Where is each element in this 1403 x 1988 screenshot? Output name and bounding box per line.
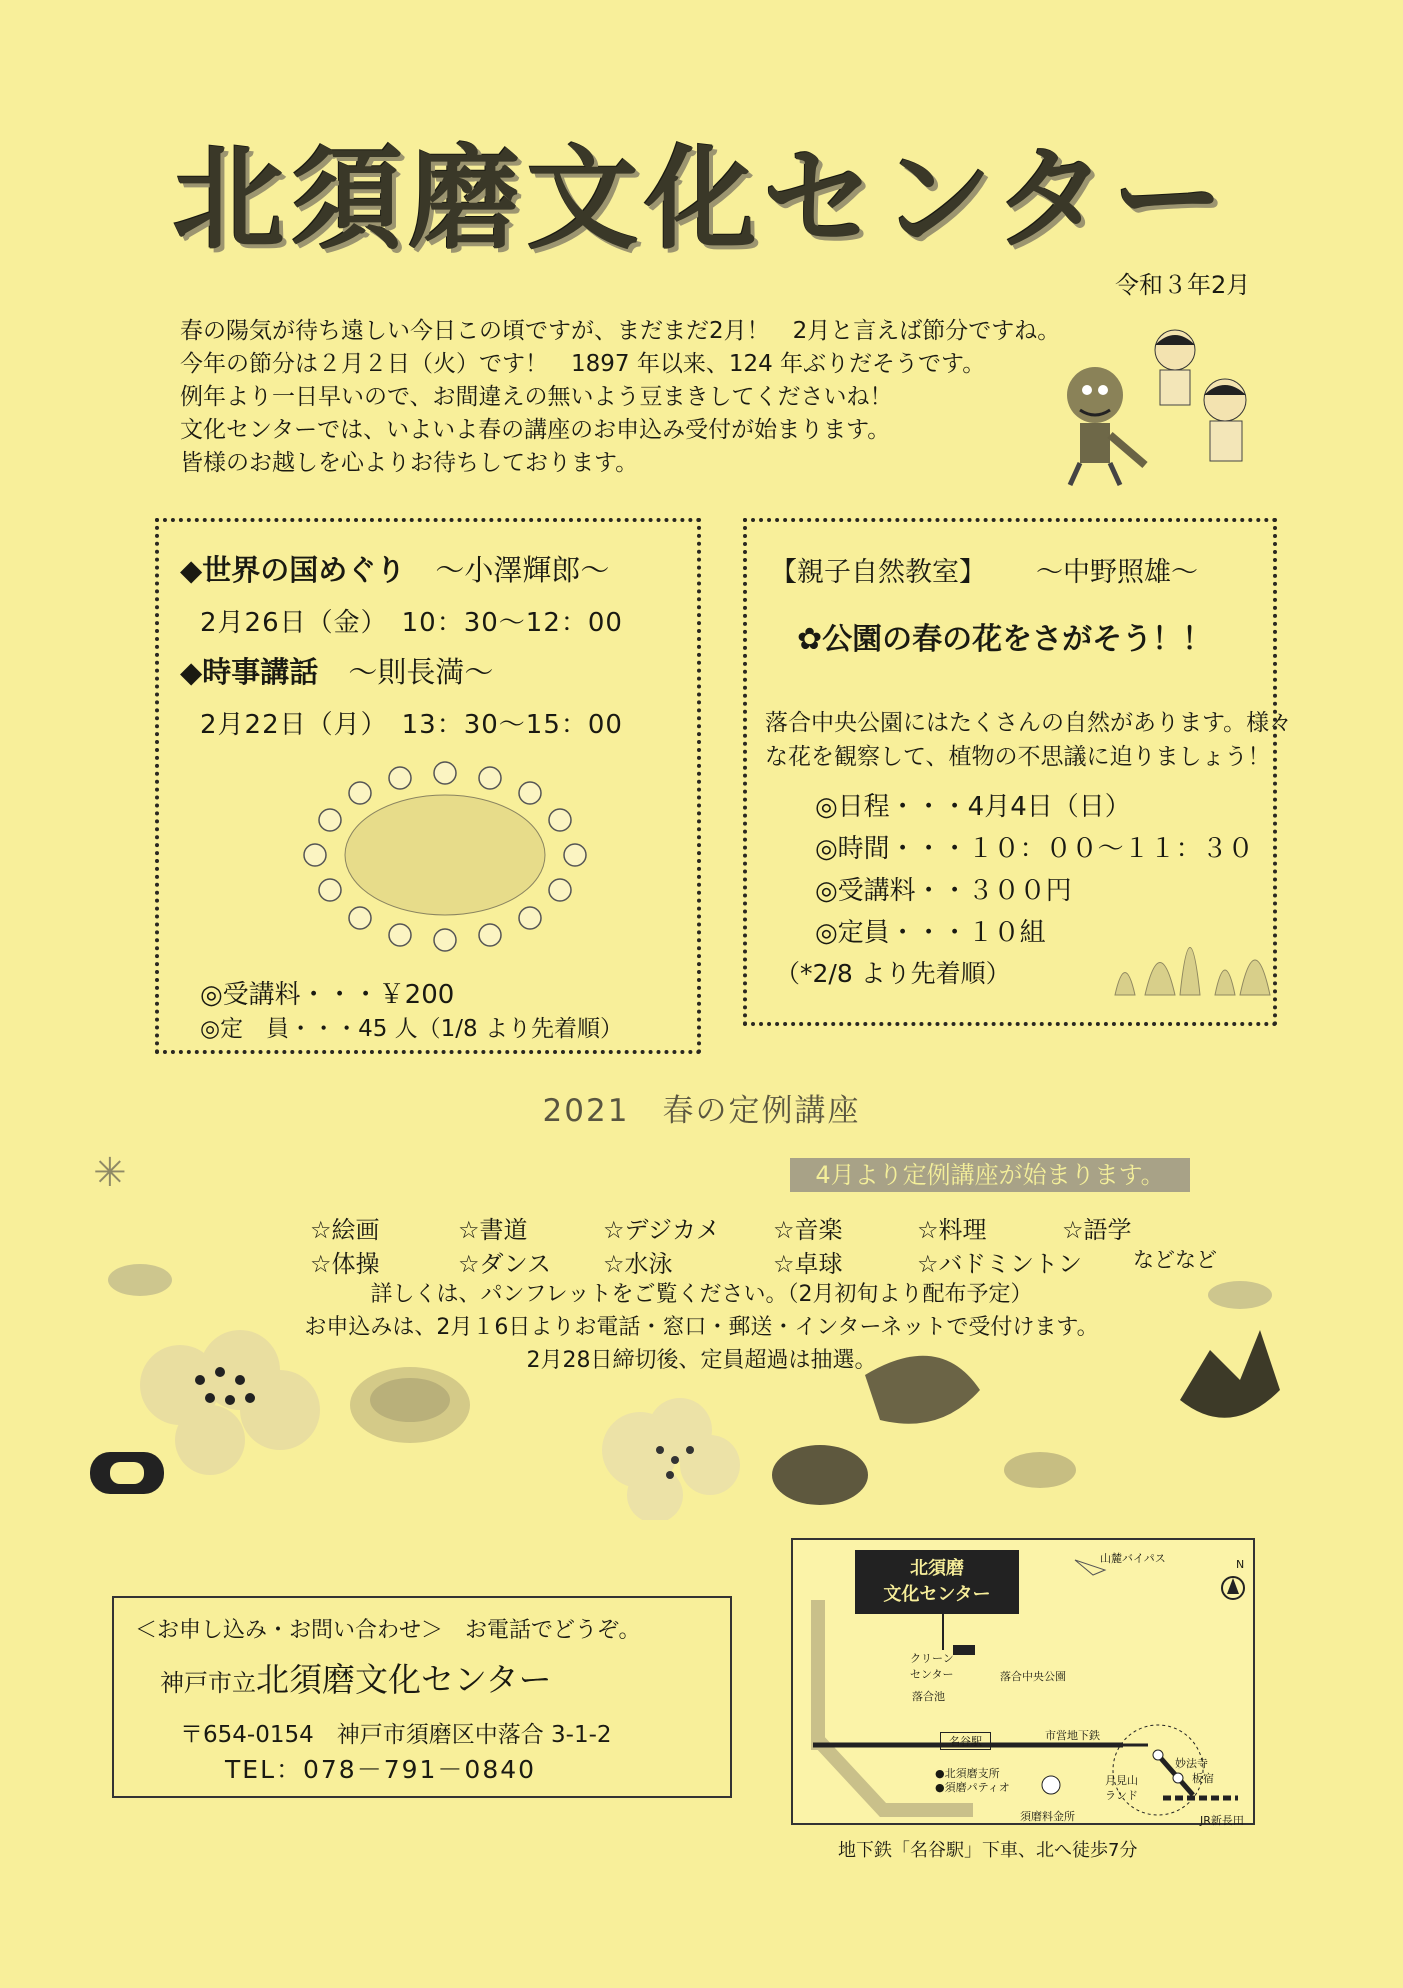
intro-line: 今年の節分は２月２日（火）です！ 1897 年以来、124 年ぶりだそうです。: [180, 351, 986, 377]
map-ochiai-park: 落合中央公園: [1000, 1670, 1066, 1683]
info-line: お申込みは、2月１6日よりお電話・窓口・郵送・インターネットで受付けます。: [304, 1315, 1099, 1340]
map-footer: 地下鉄「名谷駅」下車、北へ徒歩7分: [838, 1840, 1138, 1861]
world-children-illustration: [290, 758, 600, 953]
course-item: ☆卓球: [773, 1250, 843, 1278]
map-toll: 須磨料金所: [1020, 1810, 1075, 1823]
lecture-1-name: ◆世界の国めぐり: [180, 553, 406, 587]
child-icon: [1204, 379, 1246, 461]
sparkle-icon: ✳: [93, 1150, 127, 1196]
intro-line: 例年より一日早いので、お間違えの無いよう豆まきしてくださいね！: [180, 384, 893, 410]
child-icon: [1155, 330, 1195, 405]
lecture-fee: ◎受講料・・・￥200: [200, 980, 455, 1010]
contact-heading: ＜お申し込み・お問い合わせ＞ お電話でどうぞ。: [135, 1618, 641, 1643]
detail-schedule: ◎日程・・・4月4日（日）: [815, 792, 1131, 822]
contact-tel: TEL：078－791－0840: [225, 1755, 537, 1784]
intro-text: [180, 315, 1060, 480]
lecture-1-lecturer: ～小澤輝郎～: [435, 553, 610, 587]
lecture-2-title: [180, 650, 493, 691]
setsubun-illustration: [1050, 325, 1280, 490]
detail-fee: ◎受講料・・３００円: [815, 876, 1072, 906]
course-item: ☆水泳: [603, 1250, 673, 1278]
lecture-2-time: 2月22日（月） 13：30～15：00: [200, 710, 623, 740]
contact-org-prefix: 神戸市立: [160, 1669, 256, 1697]
intro-line: 春の陽気が待ち遠しい今日この頃ですが、まだまだ2月！ 2月と言えば節分ですね。: [180, 318, 1061, 344]
course-item: ☆料理: [917, 1216, 987, 1244]
map-clean-center: クリーン センター: [910, 1652, 954, 1681]
nature-class-lecturer: ～中野照雄～: [1036, 557, 1198, 588]
course-item: ☆書道: [458, 1216, 528, 1244]
detail-time: ◎時間・・・１０：００～１１：３０: [815, 834, 1254, 864]
map-center-name-2: 文化センター: [883, 1584, 991, 1605]
nature-class-heading: [770, 550, 1198, 589]
lecture-2-lecturer: ～則長満～: [348, 655, 494, 689]
info-line: 2月28日締切後、定員超過は抽選。: [526, 1348, 877, 1373]
contact-address: 〒654-0154 神戸市須磨区中落合 3-1-2: [180, 1722, 612, 1748]
desc-line: な花を観察して、植物の不思議に迫りましょう！: [765, 744, 1271, 770]
lecture-1-title: [180, 548, 609, 589]
page-title: 北須磨文化センター: [172, 135, 1231, 265]
detail-capacity: ◎定員・・・１０組: [815, 918, 1046, 948]
lecture-1-time: 2月26日（金） 10：30～12：00: [200, 608, 623, 638]
map-tsukimiyama: 月見山: [1105, 1774, 1138, 1787]
course-item: ☆バドミントン: [917, 1250, 1083, 1278]
nature-class-theme-text: 公園の春の花をさがそう！！: [822, 622, 1213, 657]
course-item: ☆語学: [1062, 1216, 1132, 1244]
map-myohoji: 妙法寺: [1175, 1757, 1208, 1770]
courses-banner: 4月より定例講座が始まります。: [790, 1158, 1190, 1192]
intro-line: 文化センターでは、いよいよ春の講座のお申込み受付が始まります。: [180, 417, 891, 443]
course-item: などなど: [1133, 1248, 1217, 1272]
course-item: ☆デジカメ: [603, 1216, 721, 1244]
flower-icon: ✿: [797, 622, 823, 657]
course-item: ☆体操: [310, 1250, 380, 1278]
flowers-decoration: [80, 1260, 1330, 1520]
lecture-2-name: ◆時事講話: [180, 655, 319, 689]
info-line: 詳しくは、パンフレットをご覧ください。（2月初旬より配布予定）: [370, 1282, 1033, 1307]
map-center-label: [860, 1556, 1014, 1608]
nature-class-name: 【親子自然教室】: [770, 557, 986, 588]
lecture-capacity: ◎定 員・・・45 人（1/8 より先着順）: [200, 1016, 623, 1042]
map-branch-2: ●須磨パティオ: [935, 1781, 1010, 1794]
oni-icon: [1067, 367, 1145, 485]
issue-date: 令和３年2月: [1115, 271, 1251, 299]
contact-org-name: 北須磨文化センター: [256, 1660, 552, 1699]
nature-class-theme: [797, 614, 1212, 658]
map-station: 名谷駅: [940, 1732, 991, 1750]
intro-line: 皆様のお越しを心よりお待ちしております。: [180, 450, 639, 476]
map-branch-1: ●北須磨支所: [935, 1767, 1000, 1780]
courses-subtitle: 2021 春の定例講座: [542, 1093, 861, 1129]
map-subway: 市営地下鉄: [1045, 1729, 1100, 1742]
map-north-label: N: [1236, 1558, 1245, 1571]
flowers-illustration: [1105, 890, 1275, 1000]
map-road-label: 山麓バイパス: [1100, 1552, 1166, 1565]
map-ochiai-ike: 落合池: [912, 1690, 945, 1703]
course-item: ☆絵画: [310, 1216, 380, 1244]
contact-org: [160, 1654, 552, 1701]
map-itayado: 板宿: [1192, 1772, 1214, 1785]
map-center-name-1: 北須磨: [910, 1558, 964, 1579]
nature-class-note: （*2/8 より先着順）: [775, 959, 1011, 988]
map-land: ランド: [1105, 1789, 1138, 1802]
course-item: ☆ダンス: [458, 1250, 552, 1278]
desc-line: 落合中央公園にはたくさんの自然があります。様々: [765, 710, 1293, 736]
nature-class-desc: [765, 706, 1292, 774]
map-shin-nagata: JR新長田: [1200, 1814, 1244, 1827]
course-item: ☆音楽: [773, 1216, 843, 1244]
